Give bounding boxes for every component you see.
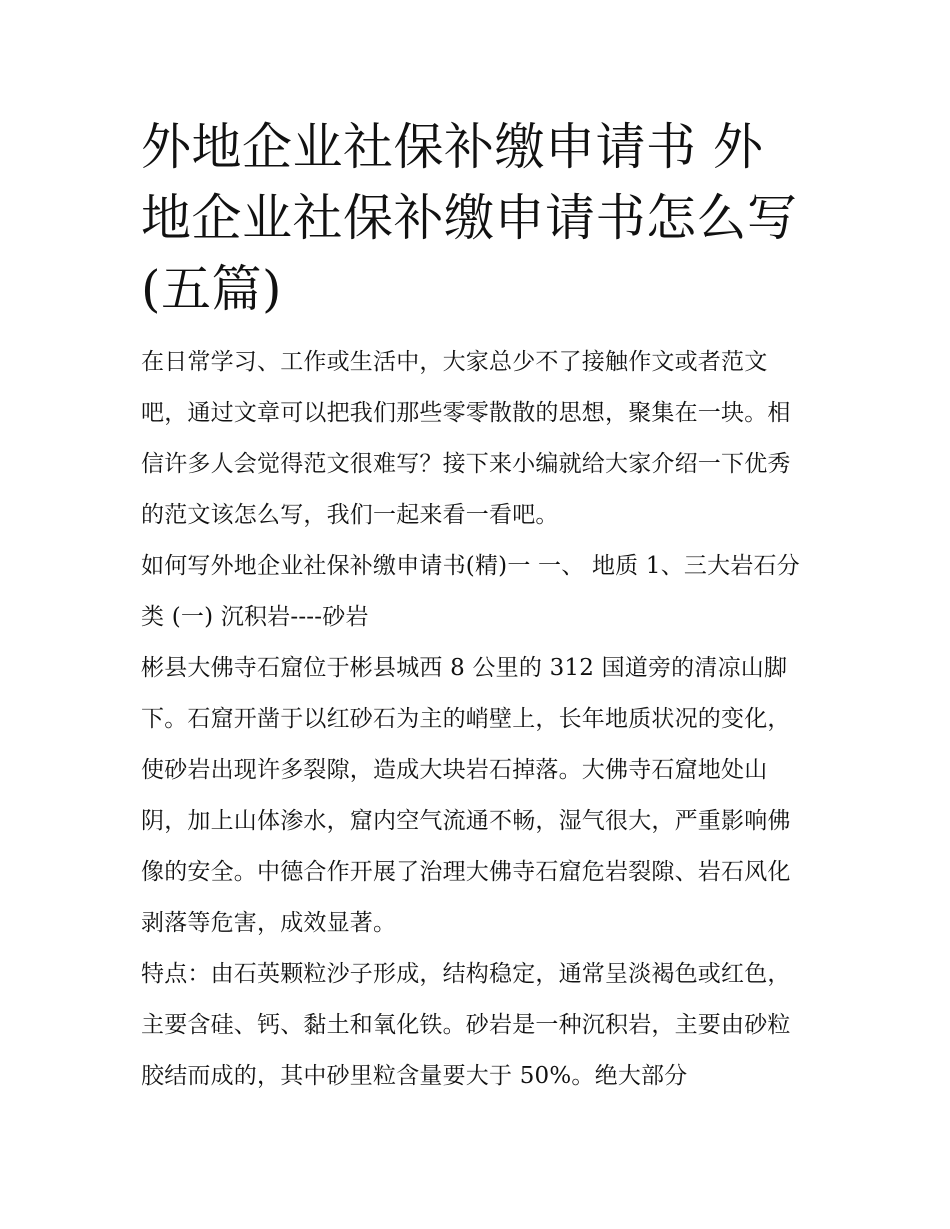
paragraph-grotto-description: 彬县大佛寺石窟位于彬县城西 8 公里的 312 国道旁的清凉山脚下。石窟开凿于以红砂石为主的峭壁上，长年地质状况的变化，使砂岩出现许多裂隙，造成大块岩石掉落。大佛寺石窟地处山阴，加上山体渗水，窟内空气流通不畅，湿气很大，严重影响佛像的安全。中德合作开展了治理大佛寺石窟危岩裂隙、岩石风化剥落等危害，成效显著。	[141, 655, 791, 936]
paragraph-section-heading: 如何写外地企业社保补缴申请书(精)一 一、 地质 1、三大岩石分类 (一) 沉积岩----砂岩	[141, 553, 800, 630]
document-body	[141, 112, 813, 1102]
paragraph-sandstone-features: 特点：由石英颗粒沙子形成，结构稳定，通常呈淡褐色或红色，主要含硅、钙、黏土和氧化铁。砂岩是一种沉积岩，主要由砂粒胶结而成的，其中砂里粒含量要大于 50%。绝大部分	[141, 961, 791, 1089]
paragraph-intro: 在日常学习、工作或生活中，大家总少不了接触作文或者范文吧，通过文章可以把我们那些零零散散的思想，聚集在一块。相信许多人会觉得范文很难写？接下来小编就给大家介绍一下优秀的范文该怎么写，我们一起来看一看吧。	[141, 349, 791, 528]
document-title: 外地企业社保补缴申请书 外地企业社保补缴申请书怎么写(五篇)	[141, 118, 798, 318]
